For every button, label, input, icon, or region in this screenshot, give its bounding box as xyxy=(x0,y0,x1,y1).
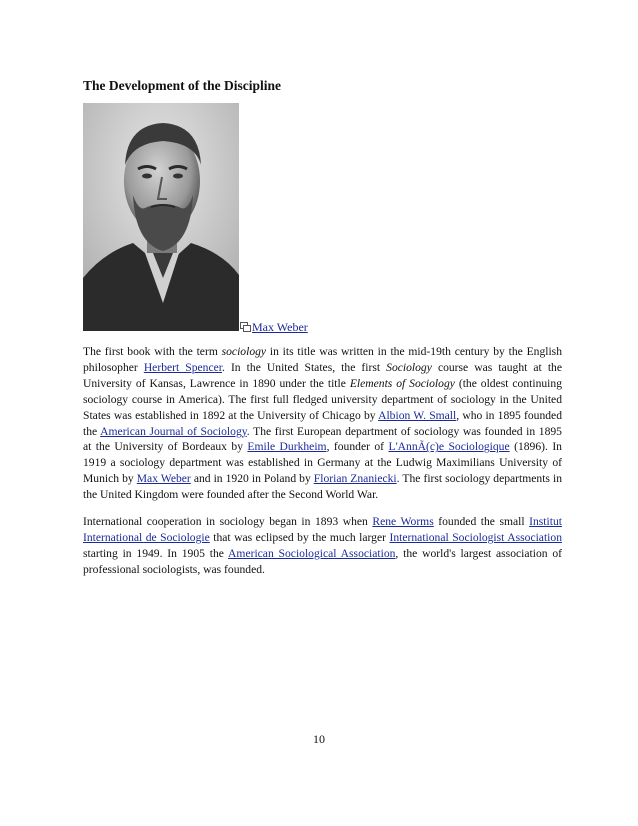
paragraph-international xyxy=(83,514,562,578)
text-span: , the world's largest association of professional sociologists, was founded. xyxy=(83,546,562,576)
text-span: . In the United States, the first xyxy=(221,360,387,374)
text-span: and in 1920 in Poland by xyxy=(190,472,314,486)
text-span: starting in 1949. In 1905 the xyxy=(83,546,229,560)
link-institut-international-de-sociologie[interactable]: Institut International de Sociologie xyxy=(83,515,562,544)
link-florian-znaniecki[interactable]: Florian Znaniecki xyxy=(313,472,397,486)
link-american-journal-of-sociology[interactable]: American Journal of Sociology xyxy=(100,424,247,438)
link-emile-durkheim[interactable]: Emile Durkheim xyxy=(247,440,327,454)
italic-sociology-course: Sociology xyxy=(386,360,432,374)
text-span: . The first sociology departments in the United Kingdom were founded after the Second World War. xyxy=(83,472,562,502)
link-herbert-spencer[interactable]: Herbert Spencer xyxy=(143,360,222,374)
text-span: founded the small xyxy=(433,515,530,528)
link-albion-small[interactable]: Albion W. Small xyxy=(378,408,457,422)
paragraph-history xyxy=(83,344,562,503)
page-title: The Development of the Discipline xyxy=(83,78,281,93)
link-rene-worms[interactable]: Rene Worms xyxy=(372,515,434,528)
page-number: 10 xyxy=(313,732,325,746)
text-span: (the oldest continuing sociology course in America). The first full fledged university department of sociology in the United States was established in 1892 at the University of Chicago by xyxy=(83,376,562,422)
portrait-photo xyxy=(83,103,239,331)
max-weber-caption-link[interactable]: Max Weber xyxy=(252,320,308,334)
italic-elements-of-sociology: Elements of Sociology xyxy=(349,376,455,390)
link-american-sociological-association[interactable]: American Sociological Association xyxy=(228,546,396,560)
image-caption xyxy=(240,320,308,334)
text-span: , founder of xyxy=(326,440,389,454)
text-span: . The first European department of sociology was founded in 1895 at the University of Bordeaux by xyxy=(83,424,562,454)
text-span: (1896). In 1919 a sociology department was established in Germany at the Ludwig Maximilians University of Munich by xyxy=(83,440,562,486)
portrait-illustration xyxy=(83,103,239,331)
text-span: that was eclipsed by the much larger xyxy=(209,530,390,544)
link-max-weber[interactable]: Max Weber xyxy=(136,472,191,486)
text-span: International cooperation in sociology began in 1893 when xyxy=(83,515,373,528)
text-span: The first book with the term xyxy=(83,345,222,358)
text-span: , who in 1895 founded the xyxy=(83,408,563,438)
image-placeholder-icon xyxy=(240,322,251,332)
text-span: course was taught at the University of Kansas, Lawrence in 1890 under the title xyxy=(83,360,562,390)
text-span: in its title was written in the mid-19th century by the English philosopher xyxy=(83,345,562,374)
italic-sociology: sociology xyxy=(221,345,267,358)
link-international-sociologist-association[interactable]: International Sociologist Association xyxy=(389,530,562,544)
link-lannee-sociologique[interactable]: L'AnnÃ(c)e Sociologique xyxy=(388,440,510,454)
